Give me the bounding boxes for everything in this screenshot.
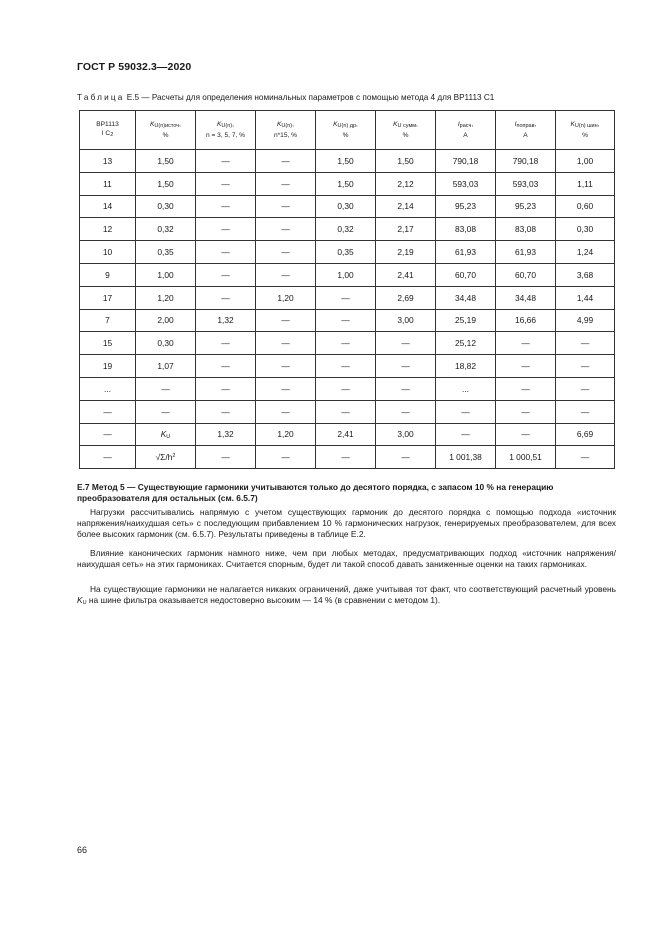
table-body bbox=[80, 150, 615, 469]
table-cell: — bbox=[196, 332, 256, 355]
table-cell: — bbox=[256, 332, 316, 355]
table-cell: — bbox=[376, 400, 436, 423]
table-cell: — bbox=[376, 355, 436, 378]
column-header-3-unit: n*15, % bbox=[273, 132, 298, 139]
table-row bbox=[80, 286, 615, 309]
table-cell: — bbox=[196, 172, 256, 195]
table-cell: — bbox=[196, 263, 256, 286]
column-header-5-comma: , bbox=[416, 121, 418, 128]
table-cell: 0,30 bbox=[316, 195, 376, 218]
table-cell: 2,00 bbox=[136, 309, 196, 332]
table-cell: 1 001,38 bbox=[436, 446, 496, 469]
column-header-2-sub: U(n) bbox=[221, 123, 233, 129]
sum-formula: √Σ/h bbox=[155, 452, 173, 463]
table-cell: 2,12 bbox=[376, 172, 436, 195]
page-number: 66 bbox=[77, 845, 88, 855]
paragraph-3 bbox=[77, 584, 616, 609]
column-header-8-symbol: K bbox=[570, 121, 575, 128]
table-row bbox=[80, 355, 615, 378]
column-header-4-symbol: K bbox=[333, 121, 338, 128]
table-cell: 1,32 bbox=[196, 309, 256, 332]
sum-formula-sup: 2 bbox=[172, 453, 176, 460]
table-cell: 95,23 bbox=[436, 195, 496, 218]
table-cell: 83,08 bbox=[496, 218, 556, 241]
table-cell: — bbox=[376, 377, 436, 400]
column-header-1-unit: % bbox=[162, 132, 169, 139]
table-cell: — bbox=[196, 150, 256, 173]
table-cell: — bbox=[196, 355, 256, 378]
section-heading: Е.7 Метод 5 — Существующие гармоники учитываются только до десятого порядка, с запасом 10 % на генерацию преобразователя для остальных (см. 6.5.7) bbox=[77, 482, 554, 503]
table-cell: — bbox=[436, 400, 496, 423]
column-header-5-symbol: K bbox=[393, 121, 398, 128]
table-cell: — bbox=[376, 332, 436, 355]
table-cell: 0,35 bbox=[316, 241, 376, 264]
column-header-4-comma: , bbox=[356, 121, 358, 128]
table-cell: 593,03 bbox=[436, 172, 496, 195]
table-cell: — bbox=[496, 377, 556, 400]
column-header-8-comma: , bbox=[597, 121, 600, 128]
column-header-7-unit: А bbox=[523, 132, 528, 139]
table-cell: — bbox=[136, 377, 196, 400]
table-cell: 593,03 bbox=[496, 172, 556, 195]
table-cell: 95,23 bbox=[496, 195, 556, 218]
table-cell: — bbox=[196, 218, 256, 241]
table-cell: — bbox=[436, 423, 496, 446]
table-cell: 1,24 bbox=[556, 241, 615, 264]
table-cell: 0,30 bbox=[556, 218, 615, 241]
table-cell: 25,19 bbox=[436, 309, 496, 332]
table-cell: 2,14 bbox=[376, 195, 436, 218]
column-header-0 bbox=[80, 111, 136, 150]
table-cell: 790,18 bbox=[436, 150, 496, 173]
column-header-4 bbox=[316, 111, 376, 150]
column-header-2-symbol: K bbox=[217, 121, 222, 128]
table-cell: — bbox=[496, 423, 556, 446]
table-cell: — bbox=[316, 286, 376, 309]
table-cell: 1,50 bbox=[376, 150, 436, 173]
table-cell: 9 bbox=[80, 263, 136, 286]
column-header-3-comma: , bbox=[292, 121, 294, 128]
column-header-8-unit: % bbox=[582, 132, 588, 139]
column-header-1-comma: , bbox=[179, 121, 182, 128]
table-cell: 83,08 bbox=[436, 218, 496, 241]
table-cell: 2,41 bbox=[316, 423, 376, 446]
column-header-7-symbol: I bbox=[514, 121, 517, 128]
table-cell: 1 000,51 bbox=[496, 446, 556, 469]
table-header bbox=[80, 111, 615, 150]
table-row bbox=[80, 218, 615, 241]
table-cell: — bbox=[316, 309, 376, 332]
column-header-3-sub: U(n) bbox=[281, 123, 293, 129]
table-row bbox=[80, 172, 615, 195]
table-cell: 3,68 bbox=[556, 263, 615, 286]
ku-symbol: K bbox=[160, 428, 167, 439]
table-cell: — bbox=[316, 400, 376, 423]
column-header-1 bbox=[136, 111, 196, 150]
table-row-ku bbox=[80, 423, 615, 446]
column-header-8 bbox=[556, 111, 615, 150]
column-header-5 bbox=[376, 111, 436, 150]
table-cell: 0,30 bbox=[136, 195, 196, 218]
table-cell: 0,35 bbox=[136, 241, 196, 264]
table-cell: — bbox=[80, 423, 136, 446]
column-header-6-symbol: I bbox=[457, 121, 460, 128]
table-cell-sum-label bbox=[136, 446, 196, 469]
table-cell: — bbox=[496, 400, 556, 423]
table-cell: 16,66 bbox=[496, 309, 556, 332]
table-cell: 7 bbox=[80, 309, 136, 332]
table-cell: 34,48 bbox=[496, 286, 556, 309]
table-cell: — bbox=[80, 446, 136, 469]
column-header-7-comma: , bbox=[534, 121, 537, 128]
table-cell: — bbox=[496, 355, 556, 378]
column-header-3-symbol: K bbox=[277, 121, 282, 128]
table-cell: 19 bbox=[80, 355, 136, 378]
column-header-4-unit: % bbox=[342, 132, 349, 139]
table-cell: 1,50 bbox=[316, 172, 376, 195]
column-header-7-sub: поправ bbox=[516, 123, 535, 129]
column-header-6-comma: , bbox=[471, 121, 474, 128]
table-cell: — bbox=[256, 446, 316, 469]
table-cell: 4,99 bbox=[556, 309, 615, 332]
table-cell: — bbox=[376, 446, 436, 469]
table-row bbox=[80, 241, 615, 264]
table-cell: 34,48 bbox=[436, 286, 496, 309]
table-row bbox=[80, 309, 615, 332]
column-header-2-comma: , bbox=[232, 121, 234, 128]
paragraph-3-symbol: K bbox=[77, 595, 83, 605]
table-cell: — bbox=[256, 377, 316, 400]
table-cell: 2,17 bbox=[376, 218, 436, 241]
table-caption bbox=[77, 93, 494, 102]
table-cell: 15 bbox=[80, 332, 136, 355]
table-row bbox=[80, 263, 615, 286]
table-cell: 1,50 bbox=[316, 150, 376, 173]
table-cell: 0,60 bbox=[556, 195, 615, 218]
table-cell: — bbox=[556, 377, 615, 400]
table-cell: 0,32 bbox=[136, 218, 196, 241]
column-header-1-sub: U(n)источ bbox=[154, 123, 180, 129]
column-header-3 bbox=[256, 111, 316, 150]
paragraph-3-symbol-sub: U bbox=[82, 600, 87, 606]
table-cell: 13 bbox=[80, 150, 136, 173]
table-cell: — bbox=[316, 377, 376, 400]
table-cell: — bbox=[256, 150, 316, 173]
table-cell: — bbox=[256, 355, 316, 378]
column-header-1-symbol: K bbox=[149, 121, 155, 128]
table-cell: — bbox=[496, 332, 556, 355]
table-cell: 3,00 bbox=[376, 309, 436, 332]
table-cell: 11 bbox=[80, 172, 136, 195]
table-cell: 61,93 bbox=[436, 241, 496, 264]
table-cell: 1,00 bbox=[316, 263, 376, 286]
table-cell: 1,11 bbox=[556, 172, 615, 195]
table-cell: 1,50 bbox=[136, 150, 196, 173]
column-header-6-sub: расч bbox=[459, 123, 472, 129]
table-cell: 1,44 bbox=[556, 286, 615, 309]
column-header-5-sub: U сумм bbox=[397, 123, 417, 129]
header-row bbox=[80, 111, 615, 150]
table-cell: 1,20 bbox=[256, 423, 316, 446]
standard-designation: ГОСТ Р 59032.3—2020 bbox=[77, 61, 192, 73]
table-cell: 60,70 bbox=[496, 263, 556, 286]
table-cell: 17 bbox=[80, 286, 136, 309]
table-caption-text: Е.5 — Расчеты для определения номинальных параметров с помощью метода 4 для ВР1113 С1 bbox=[124, 93, 495, 102]
column-header-2 bbox=[196, 111, 256, 150]
table-cell: — bbox=[556, 332, 615, 355]
table-row-sum bbox=[80, 446, 615, 469]
table-row bbox=[80, 195, 615, 218]
table-cell: 60,70 bbox=[436, 263, 496, 286]
table-cell: — bbox=[80, 400, 136, 423]
table-cell: 1,07 bbox=[136, 355, 196, 378]
table-cell: — bbox=[556, 446, 615, 469]
table-cell: 61,93 bbox=[496, 241, 556, 264]
table-row bbox=[80, 150, 615, 173]
table-cell: 0,32 bbox=[316, 218, 376, 241]
column-header-6-unit: А bbox=[463, 132, 468, 139]
table-cell: 1,50 bbox=[136, 172, 196, 195]
column-header-0-line1: ВР1113 bbox=[96, 121, 119, 128]
column-header-0-main: I С bbox=[101, 130, 111, 137]
table-cell: — bbox=[196, 241, 256, 264]
table-cell: 2,19 bbox=[376, 241, 436, 264]
table-cell: 1,20 bbox=[256, 286, 316, 309]
table-cell: — bbox=[256, 400, 316, 423]
table-cell: ... bbox=[80, 377, 136, 400]
table-cell: 1,32 bbox=[196, 423, 256, 446]
paragraph-3-part-2: на шине фильтра оказывается недостоверно высоким — 14 % (в сравнении с методом 1). bbox=[86, 595, 441, 605]
paragraph-1: Нагрузки рассчитывались напрямую с учетом существующих гармоник до десятого порядка с помощью подхода «источник напряжения/наихудшая сеть» с последующим прибавлением 10 % гармонических нагрузок, генерируемых преобразователем, для всех более высоких гармоник (см. 6.5.7). Результаты приведены в таблице Е.2. bbox=[77, 507, 616, 539]
table-cell: ... bbox=[436, 377, 496, 400]
column-header-4-sub: U(n) др bbox=[337, 123, 357, 129]
column-header-7 bbox=[496, 111, 556, 150]
table-cell: 1,20 bbox=[136, 286, 196, 309]
column-header-6 bbox=[436, 111, 496, 150]
table-row bbox=[80, 332, 615, 355]
paragraph-3-part-1: На существующие гармоники не налагается никаких ограничений, даже учитывая тот факт, что соответствующий расчетный уровень bbox=[90, 584, 616, 594]
calculation-table bbox=[79, 110, 615, 469]
table-cell: — bbox=[256, 241, 316, 264]
paragraph-2: Влияние канонических гармоник намного ниже, чем при любых методах, предусматривающих подход «источник напряжения/наихудшая сеть» на этих гармониках. Считается спорным, будет ли такой способ давать заниженные оценки на таких гармониках. bbox=[77, 548, 616, 569]
table-cell: 18,82 bbox=[436, 355, 496, 378]
table-cell: 790,18 bbox=[496, 150, 556, 173]
table-cell: — bbox=[196, 446, 256, 469]
table-row bbox=[80, 400, 615, 423]
table-cell: — bbox=[316, 332, 376, 355]
table-caption-prefix: Таблица bbox=[77, 93, 125, 102]
table-cell: 2,41 bbox=[376, 263, 436, 286]
table-cell: 2,69 bbox=[376, 286, 436, 309]
table-cell: 1,00 bbox=[136, 263, 196, 286]
table-cell: 25,12 bbox=[436, 332, 496, 355]
table-cell: 3,00 bbox=[376, 423, 436, 446]
table-cell: — bbox=[256, 263, 316, 286]
table-row bbox=[80, 377, 615, 400]
table-cell: — bbox=[196, 400, 256, 423]
table-cell: — bbox=[316, 355, 376, 378]
table-cell: 14 bbox=[80, 195, 136, 218]
table-cell: — bbox=[316, 446, 376, 469]
table-cell: 1,00 bbox=[556, 150, 615, 173]
table-cell: 10 bbox=[80, 241, 136, 264]
table-cell: 6,69 bbox=[556, 423, 615, 446]
column-header-0-sub: 2 bbox=[110, 132, 114, 138]
column-header-5-unit: % bbox=[402, 132, 409, 139]
table-cell: — bbox=[256, 172, 316, 195]
table-cell: — bbox=[556, 400, 615, 423]
table-cell: — bbox=[196, 377, 256, 400]
table-cell: — bbox=[256, 218, 316, 241]
column-header-2-unit: n = 3, 5, 7, % bbox=[205, 132, 246, 139]
table-cell: 12 bbox=[80, 218, 136, 241]
table-cell: — bbox=[196, 195, 256, 218]
column-header-8-sub: U(n) шин bbox=[574, 123, 598, 129]
table-cell: — bbox=[256, 309, 316, 332]
table-cell: — bbox=[256, 195, 316, 218]
table-cell-ku-label bbox=[136, 423, 196, 446]
table-cell: — bbox=[556, 355, 615, 378]
ku-symbol-sub: U bbox=[166, 433, 171, 440]
table-cell: 0,30 bbox=[136, 332, 196, 355]
table-cell: — bbox=[136, 400, 196, 423]
table-cell: — bbox=[196, 286, 256, 309]
